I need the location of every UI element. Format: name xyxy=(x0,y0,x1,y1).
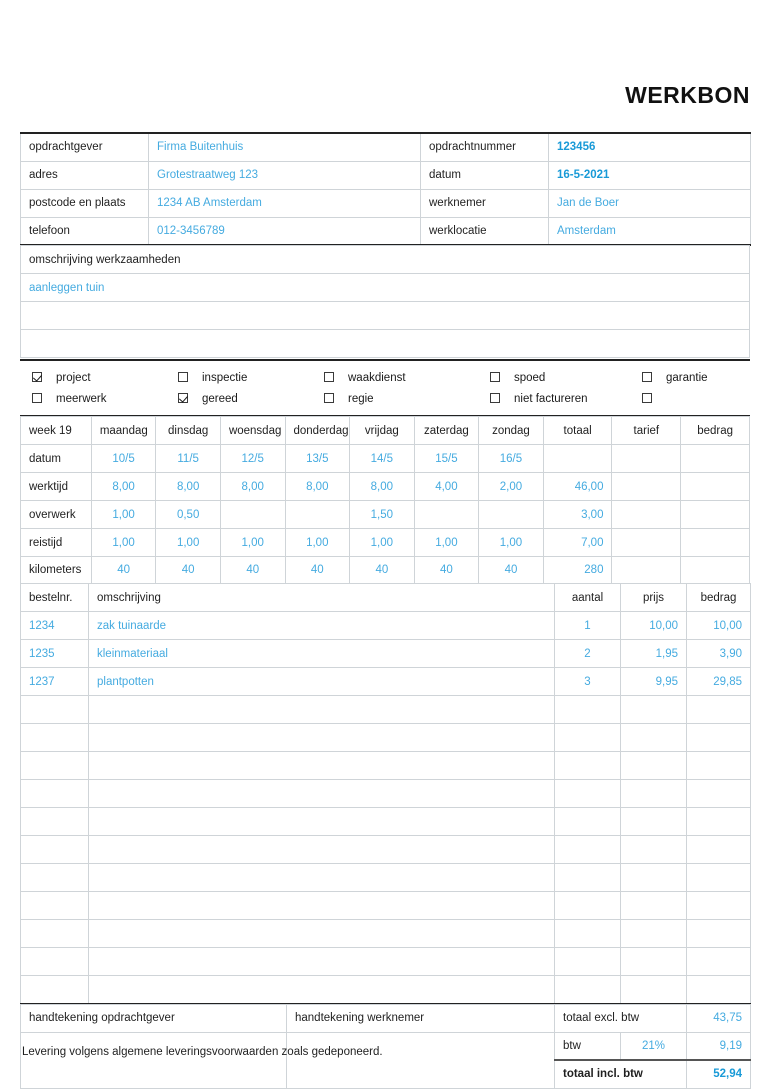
table-row xyxy=(21,640,751,668)
material-cell-bedrag[interactable]: 3,90 xyxy=(687,640,751,668)
week-rowlabel-kilometers: kilometers xyxy=(21,557,92,585)
checkbox-regie[interactable] xyxy=(312,388,346,409)
checkbox-icon-extra[interactable] xyxy=(642,393,652,403)
checkbox-row-1 xyxy=(20,367,750,388)
week-cell-overwerk-bedrag[interactable] xyxy=(681,501,750,529)
checkbox-icon-inspectie[interactable] xyxy=(178,372,188,382)
week-cell-werktijd-ma[interactable]: 8,00 xyxy=(91,473,156,501)
label-datum: datum xyxy=(421,161,549,189)
material-cell-bestelnr[interactable] xyxy=(21,864,89,892)
week-cell-reistijd-bedrag[interactable] xyxy=(681,529,750,557)
week-cell-reistijd-vr[interactable]: 1,00 xyxy=(350,529,415,557)
week-header-row xyxy=(21,417,750,445)
week-col-bedrag: bedrag xyxy=(681,417,750,445)
header-row-1 xyxy=(21,161,751,189)
week-cell-reistijd-do[interactable]: 1,00 xyxy=(285,529,350,557)
header-row-3 xyxy=(21,217,751,245)
material-cell-bestelnr[interactable] xyxy=(21,696,89,724)
material-cell-prijs[interactable] xyxy=(621,948,687,976)
week-hours-block xyxy=(20,416,750,586)
material-cell-aantal[interactable] xyxy=(555,752,621,780)
material-cell-bedrag[interactable]: 29,85 xyxy=(687,668,751,696)
label-werknemer: werknemer xyxy=(421,189,549,217)
page-title: WERKBON xyxy=(625,82,750,108)
checkbox-icon-garantie[interactable] xyxy=(642,372,652,382)
material-cell-bestelnr[interactable] xyxy=(21,808,89,836)
material-cell-omschrijving[interactable] xyxy=(89,780,555,808)
checkbox-label-gereed: gereed xyxy=(200,388,312,409)
checkbox-icon-gereed[interactable] xyxy=(178,393,188,403)
material-cell-omschrijving[interactable] xyxy=(89,920,555,948)
description-line-row-2 xyxy=(21,330,750,358)
checkbox-icon-niet-factureren[interactable] xyxy=(490,393,500,403)
description-line-row-0 xyxy=(21,274,750,302)
week-rowlabel-overwerk: overwerk xyxy=(21,501,92,529)
header-fields-body xyxy=(21,133,751,245)
material-cell-aantal[interactable] xyxy=(555,920,621,948)
materials-block xyxy=(20,583,751,1089)
week-cell-kilometers-vr[interactable]: 40 xyxy=(350,557,415,585)
checkbox-block xyxy=(20,359,750,417)
week-hours-body xyxy=(21,417,750,585)
material-cell-bedrag[interactable] xyxy=(687,892,751,920)
materials-col-aantal: aantal xyxy=(555,584,621,612)
week-cell-datum-tarief[interactable] xyxy=(612,445,681,473)
label-postcode-en-plaats: postcode en plaats xyxy=(21,189,149,217)
materials-header-row xyxy=(21,584,751,612)
material-cell-omschrijving[interactable] xyxy=(89,724,555,752)
checkbox-label-spoed: spoed xyxy=(512,367,630,388)
material-cell-bedrag[interactable] xyxy=(687,696,751,724)
table-row xyxy=(21,864,751,892)
value-werklocatie[interactable]: Amsterdam xyxy=(549,217,751,245)
week-cell-kilometers-ma[interactable]: 40 xyxy=(91,557,156,585)
week-cell-reistijd-ma[interactable]: 1,00 xyxy=(91,529,156,557)
week-cell-overwerk-za[interactable] xyxy=(414,501,479,529)
material-cell-bedrag[interactable] xyxy=(687,808,751,836)
checkbox-niet-factureren[interactable] xyxy=(478,388,512,409)
week-col-donderdag: donderdag xyxy=(285,417,350,445)
btw-rate: 21% xyxy=(621,1032,687,1060)
checkbox-spoed[interactable] xyxy=(478,367,512,388)
week-cell-werktijd-bedrag[interactable] xyxy=(681,473,750,501)
week-cell-reistijd-di[interactable]: 1,00 xyxy=(156,529,221,557)
material-cell-bestelnr[interactable] xyxy=(21,892,89,920)
total-excl-value: 43,75 xyxy=(687,1004,751,1032)
material-cell-bestelnr[interactable]: 1234 xyxy=(21,612,89,640)
material-cell-bedrag[interactable] xyxy=(687,752,751,780)
checkbox-wrapper xyxy=(20,359,750,417)
material-cell-prijs[interactable] xyxy=(621,836,687,864)
materials-col-omschrijving: omschrijving xyxy=(89,584,555,612)
week-cell-werktijd-di[interactable]: 8,00 xyxy=(156,473,221,501)
material-cell-aantal[interactable]: 1 xyxy=(555,612,621,640)
table-row xyxy=(21,808,751,836)
label-werklocatie: werklocatie xyxy=(421,217,549,245)
week-cell-reistijd-wo[interactable]: 1,00 xyxy=(220,529,285,557)
description-header: omschrijving werkzaamheden xyxy=(21,246,750,274)
week-col-vrijdag: vrijdag xyxy=(350,417,415,445)
material-cell-bestelnr[interactable]: 1237 xyxy=(21,668,89,696)
week-col-dinsdag: dinsdag xyxy=(156,417,221,445)
week-cell-werktijd-zo[interactable]: 2,00 xyxy=(479,473,544,501)
checkbox-meerwerk[interactable] xyxy=(20,388,54,409)
week-col-woensdag: woensdag xyxy=(220,417,285,445)
label-opdrachtnummer: opdrachtnummer xyxy=(421,133,549,161)
description-header-row xyxy=(21,246,750,274)
week-cell-kilometers-di[interactable]: 40 xyxy=(156,557,221,585)
material-cell-prijs[interactable]: 10,00 xyxy=(621,612,687,640)
checkbox-garantie[interactable] xyxy=(630,367,664,388)
week-cell-reistijd-zo[interactable]: 1,00 xyxy=(479,529,544,557)
week-rowlabel-werktijd: werktijd xyxy=(21,473,92,501)
week-cell-overwerk-di[interactable]: 0,50 xyxy=(156,501,221,529)
table-row xyxy=(21,696,751,724)
week-col-weeknr: week 19 xyxy=(21,417,92,445)
description-line-2[interactable] xyxy=(21,330,750,358)
description-body xyxy=(21,246,750,358)
signature-header-row xyxy=(21,1004,751,1032)
label-telefoon: telefoon xyxy=(21,217,149,245)
total-incl-value: 52,94 xyxy=(687,1060,751,1088)
material-cell-bedrag[interactable] xyxy=(687,724,751,752)
week-cell-reistijd-za[interactable]: 1,00 xyxy=(414,529,479,557)
material-cell-bestelnr[interactable]: 1235 xyxy=(21,640,89,668)
week-row-reistijd xyxy=(21,529,750,557)
material-cell-bedrag[interactable] xyxy=(687,780,751,808)
material-cell-aantal[interactable] xyxy=(555,892,621,920)
value-opdrachtnummer[interactable]: 123456 xyxy=(549,133,751,161)
material-cell-aantal[interactable] xyxy=(555,864,621,892)
material-cell-aantal[interactable] xyxy=(555,836,621,864)
week-rowlabel-datum: datum xyxy=(21,445,92,473)
material-cell-bedrag[interactable] xyxy=(687,864,751,892)
week-cell-datum-di[interactable]: 11/5 xyxy=(156,445,221,473)
btw-label: btw xyxy=(555,1032,621,1060)
week-cell-overwerk-tarief[interactable] xyxy=(612,501,681,529)
material-cell-bestelnr[interactable] xyxy=(21,752,89,780)
description-line-0[interactable]: aanleggen tuin xyxy=(21,274,750,302)
week-cell-werktijd-za[interactable]: 4,00 xyxy=(414,473,479,501)
material-cell-prijs[interactable] xyxy=(621,920,687,948)
material-cell-bestelnr[interactable] xyxy=(21,948,89,976)
week-cell-datum-za[interactable]: 15/5 xyxy=(414,445,479,473)
material-cell-omschrijving[interactable] xyxy=(89,892,555,920)
material-cell-prijs[interactable] xyxy=(621,864,687,892)
material-cell-aantal[interactable] xyxy=(555,808,621,836)
material-cell-prijs[interactable]: 1,95 xyxy=(621,640,687,668)
week-cell-werktijd-tarief[interactable] xyxy=(612,473,681,501)
value-datum[interactable]: 16-5-2021 xyxy=(549,161,751,189)
material-cell-bedrag[interactable] xyxy=(687,836,751,864)
material-cell-bestelnr[interactable] xyxy=(21,976,89,1004)
week-cell-datum-zo[interactable]: 16/5 xyxy=(479,445,544,473)
material-cell-prijs[interactable] xyxy=(621,892,687,920)
material-cell-aantal[interactable]: 3 xyxy=(555,668,621,696)
checkbox-icon-waakdienst[interactable] xyxy=(324,372,334,382)
table-row xyxy=(21,780,751,808)
description-table xyxy=(20,245,750,358)
material-cell-prijs[interactable] xyxy=(621,752,687,780)
checkbox-label-inspectie: inspectie xyxy=(200,367,312,388)
materials-body xyxy=(21,584,751,1004)
week-rowlabel-reistijd: reistijd xyxy=(21,529,92,557)
value-telefoon[interactable]: 012-3456789 xyxy=(149,217,421,245)
week-hours-table xyxy=(20,416,750,586)
week-cell-werktijd-totaal[interactable]: 46,00 xyxy=(543,473,612,501)
header-row-2 xyxy=(21,189,751,217)
checkbox-gereed[interactable] xyxy=(166,388,200,409)
table-row xyxy=(21,612,751,640)
week-cell-kilometers-za[interactable]: 40 xyxy=(414,557,479,585)
material-cell-bestelnr[interactable] xyxy=(21,780,89,808)
checkbox-extra[interactable] xyxy=(630,388,664,409)
materials-col-bedrag: bedrag xyxy=(687,584,751,612)
week-cell-werktijd-wo[interactable]: 8,00 xyxy=(220,473,285,501)
week-col-maandag: maandag xyxy=(91,417,156,445)
checkbox-label-regie: regie xyxy=(346,388,478,409)
description-line-row-1 xyxy=(21,302,750,330)
week-cell-overwerk-zo[interactable] xyxy=(479,501,544,529)
week-cell-datum-bedrag[interactable] xyxy=(681,445,750,473)
week-cell-reistijd-tarief[interactable] xyxy=(612,529,681,557)
week-col-tarief: tarief xyxy=(612,417,681,445)
table-row xyxy=(21,976,751,1004)
signature-label-opdrachtgever: handtekening opdrachtgever xyxy=(21,1004,287,1032)
btw-value: 9,19 xyxy=(687,1032,751,1060)
checkbox-table xyxy=(20,367,750,409)
week-row-werktijd xyxy=(21,473,750,501)
label-adres: adres xyxy=(21,161,149,189)
material-cell-omschrijving[interactable] xyxy=(89,976,555,1004)
week-cell-werktijd-do[interactable]: 8,00 xyxy=(285,473,350,501)
material-cell-aantal[interactable]: 2 xyxy=(555,640,621,668)
table-row xyxy=(21,724,751,752)
week-cell-kilometers-totaal[interactable]: 280 xyxy=(543,557,612,585)
materials-col-prijs: prijs xyxy=(621,584,687,612)
material-cell-omschrijving[interactable] xyxy=(89,864,555,892)
checkbox-waakdienst[interactable] xyxy=(312,367,346,388)
header-row-0 xyxy=(21,133,751,161)
checkbox-label-niet-factureren: niet factureren xyxy=(512,388,630,409)
material-cell-aantal[interactable] xyxy=(555,724,621,752)
material-cell-bestelnr[interactable] xyxy=(21,724,89,752)
week-cell-overwerk-do[interactable] xyxy=(285,501,350,529)
material-cell-omschrijving[interactable]: kleinmateriaal xyxy=(89,640,555,668)
table-row xyxy=(21,836,751,864)
week-cell-kilometers-zo[interactable]: 40 xyxy=(479,557,544,585)
value-opdrachtgever[interactable]: Firma Buitenhuis xyxy=(149,133,421,161)
checkbox-icon-project[interactable] xyxy=(32,372,42,382)
week-cell-overwerk-ma[interactable]: 1,00 xyxy=(91,501,156,529)
week-cell-werktijd-vr[interactable]: 8,00 xyxy=(350,473,415,501)
week-cell-kilometers-do[interactable]: 40 xyxy=(285,557,350,585)
week-cell-datum-totaal[interactable] xyxy=(543,445,612,473)
week-row-kilometers xyxy=(21,557,750,585)
materials-col-bestelnr: bestelnr. xyxy=(21,584,89,612)
week-cell-datum-ma[interactable]: 10/5 xyxy=(91,445,156,473)
table-row xyxy=(21,920,751,948)
week-cell-overwerk-vr[interactable]: 1,50 xyxy=(350,501,415,529)
total-excl-label: totaal excl. btw xyxy=(555,1004,687,1032)
material-cell-aantal[interactable] xyxy=(555,780,621,808)
checkbox-icon-meerwerk[interactable] xyxy=(32,393,42,403)
value-werknemer[interactable]: Jan de Boer xyxy=(549,189,751,217)
table-row xyxy=(21,752,751,780)
week-cell-datum-vr[interactable]: 14/5 xyxy=(350,445,415,473)
material-cell-omschrijving[interactable] xyxy=(89,696,555,724)
header-fields-block xyxy=(20,132,751,246)
material-cell-omschrijving[interactable] xyxy=(89,752,555,780)
material-cell-bedrag[interactable] xyxy=(687,976,751,1004)
material-cell-bestelnr[interactable] xyxy=(21,836,89,864)
material-cell-omschrijving[interactable] xyxy=(89,948,555,976)
checkbox-label-meerwerk: meerwerk xyxy=(54,388,166,409)
week-cell-overwerk-wo[interactable] xyxy=(220,501,285,529)
signature-area-werknemer[interactable] xyxy=(287,1032,555,1088)
checkbox-icon-regie[interactable] xyxy=(324,393,334,403)
material-cell-bedrag[interactable]: 10,00 xyxy=(687,612,751,640)
material-cell-prijs[interactable] xyxy=(621,696,687,724)
table-row xyxy=(21,668,751,696)
checkbox-label-project: project xyxy=(54,367,166,388)
material-cell-prijs[interactable] xyxy=(621,780,687,808)
material-cell-aantal[interactable] xyxy=(555,976,621,1004)
value-adres[interactable]: Grotestraatweg 123 xyxy=(149,161,421,189)
description-line-1[interactable] xyxy=(21,302,750,330)
week-row-datum xyxy=(21,445,750,473)
week-cell-overwerk-totaal[interactable]: 3,00 xyxy=(543,501,612,529)
description-block xyxy=(20,245,750,358)
checkbox-body xyxy=(20,367,750,409)
material-cell-bedrag[interactable] xyxy=(687,948,751,976)
signature-label-werknemer: handtekening werknemer xyxy=(287,1004,555,1032)
header-fields-table xyxy=(20,132,751,246)
label-opdrachtgever: opdrachtgever xyxy=(21,133,149,161)
material-cell-omschrijving[interactable] xyxy=(89,836,555,864)
material-cell-aantal[interactable] xyxy=(555,948,621,976)
material-cell-prijs[interactable]: 9,95 xyxy=(621,668,687,696)
checkbox-label-extra xyxy=(664,388,750,409)
week-col-zaterdag: zaterdag xyxy=(414,417,479,445)
footer-note: Levering volgens algemene leveringsvoorwaarden zoals gedeponeerd. xyxy=(22,1046,383,1058)
week-cell-kilometers-wo[interactable]: 40 xyxy=(220,557,285,585)
materials-table xyxy=(20,583,751,1005)
week-cell-datum-do[interactable]: 13/5 xyxy=(285,445,350,473)
material-cell-prijs[interactable] xyxy=(621,976,687,1004)
week-cell-datum-wo[interactable]: 12/5 xyxy=(220,445,285,473)
checkbox-label-waakdienst: waakdienst xyxy=(346,367,478,388)
material-cell-aantal[interactable] xyxy=(555,696,621,724)
table-row xyxy=(21,892,751,920)
material-cell-prijs[interactable] xyxy=(621,808,687,836)
document-title-row xyxy=(20,82,750,109)
material-cell-omschrijving[interactable] xyxy=(89,808,555,836)
checkbox-project[interactable] xyxy=(20,367,54,388)
checkbox-inspectie[interactable] xyxy=(166,367,200,388)
material-cell-bestelnr[interactable] xyxy=(21,920,89,948)
week-col-totaal: totaal xyxy=(543,417,612,445)
material-cell-omschrijving[interactable]: plantpotten xyxy=(89,668,555,696)
material-cell-bedrag[interactable] xyxy=(687,920,751,948)
week-cell-reistijd-totaal[interactable]: 7,00 xyxy=(543,529,612,557)
material-cell-omschrijving[interactable]: zak tuinaarde xyxy=(89,612,555,640)
week-cell-kilometers-tarief[interactable] xyxy=(612,557,681,585)
week-col-zondag: zondag xyxy=(479,417,544,445)
total-incl-label: totaal incl. btw xyxy=(555,1060,687,1088)
table-row xyxy=(21,948,751,976)
checkbox-icon-spoed[interactable] xyxy=(490,372,500,382)
material-cell-prijs[interactable] xyxy=(621,724,687,752)
checkbox-label-garantie: garantie xyxy=(664,367,750,388)
week-row-overwerk xyxy=(21,501,750,529)
signature-area-opdrachtgever[interactable] xyxy=(21,1032,287,1088)
week-cell-kilometers-bedrag[interactable] xyxy=(681,557,750,585)
value-postcode-en-plaats[interactable]: 1234 AB Amsterdam xyxy=(149,189,421,217)
checkbox-row-2 xyxy=(20,388,750,409)
